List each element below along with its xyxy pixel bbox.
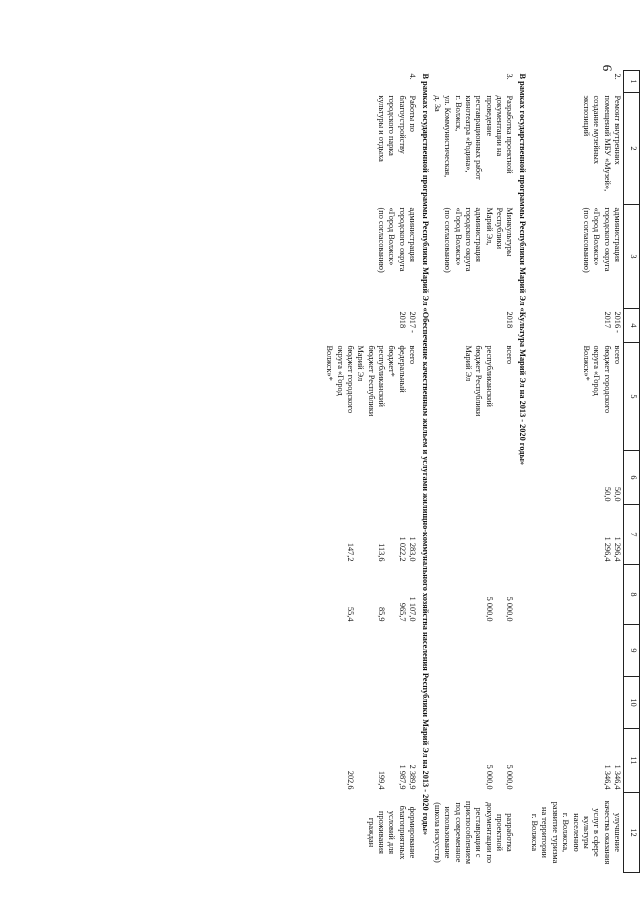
column-header: 6: [624, 451, 640, 505]
row-number: 3.: [505, 73, 515, 80]
cell-line: городского округа: [463, 207, 473, 272]
cell-col5: [431, 343, 516, 451]
cell-line: 1 346,4: [613, 764, 622, 790]
cell-line: 5 000,0: [505, 596, 515, 622]
cell-line: городского парка: [387, 95, 397, 156]
cell-line: использование: [443, 806, 453, 859]
cell-line: городского округа: [397, 207, 407, 272]
cell-col5: [528, 343, 624, 451]
cell-line: бюджет*: [387, 345, 397, 377]
cell-line: 1 296,4: [602, 536, 612, 562]
document-sheet: [75, 70, 640, 872]
cell-line: всего: [408, 345, 418, 365]
cell-line: помещений МБУ «Музей»,: [602, 95, 612, 192]
cell-col4: [323, 309, 418, 343]
cell-col8: [528, 565, 624, 625]
cell-line: Марий Эл,: [484, 207, 494, 246]
cell-line: бюджет городского: [346, 345, 356, 414]
cell-line: 2 389,9: [408, 764, 418, 790]
cell-line: [494, 568, 504, 622]
cell-line: всего: [505, 345, 515, 365]
cell-line: администрация: [408, 207, 418, 262]
table-row: [431, 71, 516, 873]
cell-col2: [323, 93, 418, 205]
cell-line: 55,4: [346, 606, 356, 622]
column-header: 3: [624, 205, 640, 309]
cell-col3: [323, 205, 418, 309]
row-number: 4.: [408, 73, 418, 80]
cell-line: проектной: [495, 813, 505, 852]
cell-line: услуг в сфере: [592, 808, 602, 857]
cell-line: Волжск»*: [581, 345, 591, 381]
cell-line: 5 000,0: [484, 596, 494, 622]
cell-line: 1 107,0: [408, 596, 418, 622]
cell-line: развитие туризма: [550, 801, 560, 864]
column-header: 7: [624, 505, 640, 565]
cell-line: округа «Город: [335, 345, 345, 396]
cell-line: 5 000,0: [484, 764, 494, 790]
column-header: 12: [624, 793, 640, 873]
cell-line: «Город Волжск»: [592, 207, 602, 266]
cell-line: культуры: [581, 816, 591, 849]
cell-line: Разработка проектной: [505, 95, 515, 174]
cell-line: [355, 508, 365, 562]
column-header: 5: [624, 343, 640, 451]
cell-line: 5 000,0: [505, 764, 515, 790]
cell-line: г. Волжска,: [561, 812, 571, 853]
cell-line: 199,4: [377, 770, 387, 790]
cell-line: д. 3а: [432, 95, 442, 112]
cell-line: благоустройству: [397, 95, 407, 154]
cell-line: федеральный: [397, 345, 407, 393]
cell-line: всего: [613, 345, 622, 365]
cell-line: округа «Город: [592, 345, 602, 396]
cell-line: [386, 568, 396, 622]
cell-col10: [323, 677, 418, 729]
cell-line: создание музейных: [592, 95, 602, 164]
cell-col2: [431, 93, 516, 205]
cell-line: реставрационных работ: [474, 95, 484, 180]
cell-col12: [528, 793, 624, 873]
cell-line: [365, 568, 375, 622]
cell-col4: [431, 309, 516, 343]
cell-col12: [431, 793, 516, 873]
cell-line: Республики: [495, 207, 505, 250]
column-header: 1: [624, 71, 640, 93]
section-heading: В рамках государственной программы Республики Марий Эл «Культура Марий Эл на 2013 - 2020 годы»: [517, 73, 527, 466]
cell-line: реставрации с: [474, 807, 484, 858]
table-row: [323, 71, 418, 873]
column-header: 4: [624, 309, 640, 343]
cell-line: проживания: [377, 811, 387, 854]
cell-line: [494, 346, 504, 448]
cell-line: бюджет Республики: [366, 345, 376, 417]
cell-line: документации на: [495, 95, 505, 157]
cell-line: г. Волжска: [530, 813, 540, 852]
cell-line: Волжск»*: [325, 345, 335, 381]
cell-line: 2018: [505, 311, 515, 329]
cell-line: Ремонт внутренних: [613, 95, 622, 165]
cell-line: качества оказания: [602, 800, 612, 865]
cell-line: 2017: [602, 311, 612, 329]
cell-line: 2016 -: [613, 311, 622, 333]
cell-line: (по согласованию): [443, 207, 453, 273]
cell-line: 2018: [397, 311, 407, 329]
cell-col6: [528, 451, 624, 505]
cell-line: кинотеатра «Родина»,: [463, 95, 473, 173]
column-header: 11: [624, 729, 640, 793]
cell-line: формирование: [408, 806, 418, 859]
cell-col12: [323, 793, 418, 873]
cell-line: культуры и отдыха: [377, 95, 387, 162]
cell-line: ул. Коммунистическая,: [443, 95, 453, 178]
column-header: 8: [624, 565, 640, 625]
section-heading-row: [418, 71, 430, 873]
cell-line: (школа искусств): [432, 802, 442, 863]
cell-col9: [528, 625, 624, 677]
cell-line: бюджет городского: [602, 345, 612, 414]
cell-line: [355, 568, 365, 622]
cell-col11: [431, 729, 516, 793]
cell-col10: [431, 677, 516, 729]
cell-line: Марий Эл: [463, 345, 473, 382]
column-header: 10: [624, 677, 640, 729]
section-heading: В рамках государственной программы Республики Марий Эл «Обеспечение качественным жильем и услугами жилищно-коммунального хозяйства населения Республики Марий Эл на 2013 - 2020 годы»: [420, 73, 430, 836]
row-number: 2.: [613, 73, 622, 80]
cell-line: благоприятных: [397, 805, 407, 860]
cell-col8: [323, 565, 418, 625]
cell-line: «Город Волжск»: [387, 207, 397, 266]
cell-line: городского округа: [602, 207, 612, 272]
cell-col6: [323, 451, 418, 505]
cell-line: 1 283,0: [408, 536, 418, 562]
cell-line: Марий Эл: [356, 345, 366, 382]
cell-line: 1 022,2: [397, 536, 407, 562]
cell-line: (по согласованию): [581, 207, 591, 273]
cell-line: республиканский: [377, 345, 387, 407]
cell-line: [386, 508, 396, 562]
cell-line: Работы по: [408, 95, 418, 132]
cell-line: [386, 732, 396, 790]
cell-line: [355, 732, 365, 790]
cell-line: Минкультуры: [505, 207, 515, 257]
column-header: 9: [624, 625, 640, 677]
cell-line: 85,9: [377, 606, 387, 622]
cell-col4: [528, 309, 624, 343]
cell-line: 50,0: [613, 486, 622, 502]
cell-col7: [323, 505, 418, 565]
cell-line: 50,0: [602, 486, 612, 502]
cell-col7: [431, 505, 516, 565]
program-table: [323, 70, 640, 873]
cell-line: улучшение: [613, 813, 622, 852]
cell-line: [365, 508, 375, 562]
cell-line: 1 987,9: [397, 764, 407, 790]
cell-line: на территории: [540, 807, 550, 858]
cell-line: администрация: [613, 207, 622, 262]
cell-line: документации по: [484, 801, 494, 864]
column-header: 2: [624, 93, 640, 205]
cell-line: администрация: [474, 207, 484, 262]
cell-line: условий для: [387, 810, 397, 855]
cell-col3: [431, 205, 516, 309]
cell-line: «Город Волжск»: [453, 207, 463, 266]
cell-line: 113,6: [377, 543, 387, 562]
cell-col10: [528, 677, 624, 729]
cell-line: 1 296,4: [613, 536, 622, 562]
cell-col8: [431, 565, 516, 625]
cell-line: разработка: [505, 813, 515, 852]
cell-line: бюджет Республики: [474, 345, 484, 417]
cell-line: [365, 732, 375, 790]
header-row: [624, 71, 640, 873]
cell-col7: [528, 505, 624, 565]
cell-col5: [323, 343, 418, 451]
cell-line: граждан: [366, 817, 376, 848]
cell-col11: [323, 729, 418, 793]
cell-line: под современное: [453, 802, 463, 863]
cell-col2: [528, 93, 624, 205]
cell-line: республиканский: [484, 345, 494, 407]
cell-line: экспозиций: [581, 95, 591, 137]
cell-line: [494, 732, 504, 790]
cell-line: проведение: [484, 95, 494, 137]
cell-line: 202,6: [346, 770, 356, 790]
cell-col9: [323, 625, 418, 677]
cell-line: 965,7: [397, 602, 407, 622]
cell-line: (по согласованию): [377, 207, 387, 273]
cell-line: г. Волжск,: [453, 95, 463, 132]
cell-line: 1 346,4: [602, 764, 612, 790]
cell-col11: [528, 729, 624, 793]
cell-col9: [431, 625, 516, 677]
cell-col3: [528, 205, 624, 309]
table-row: [528, 71, 624, 873]
cell-line: 147,2: [346, 542, 356, 562]
section-heading-row: [515, 71, 527, 873]
cell-line: населению: [571, 813, 581, 852]
cell-line: приспособлением: [463, 801, 473, 864]
cell-line: 2017 -: [408, 311, 418, 333]
cell-col6: [431, 451, 516, 505]
page-number: 9: [598, 64, 614, 72]
